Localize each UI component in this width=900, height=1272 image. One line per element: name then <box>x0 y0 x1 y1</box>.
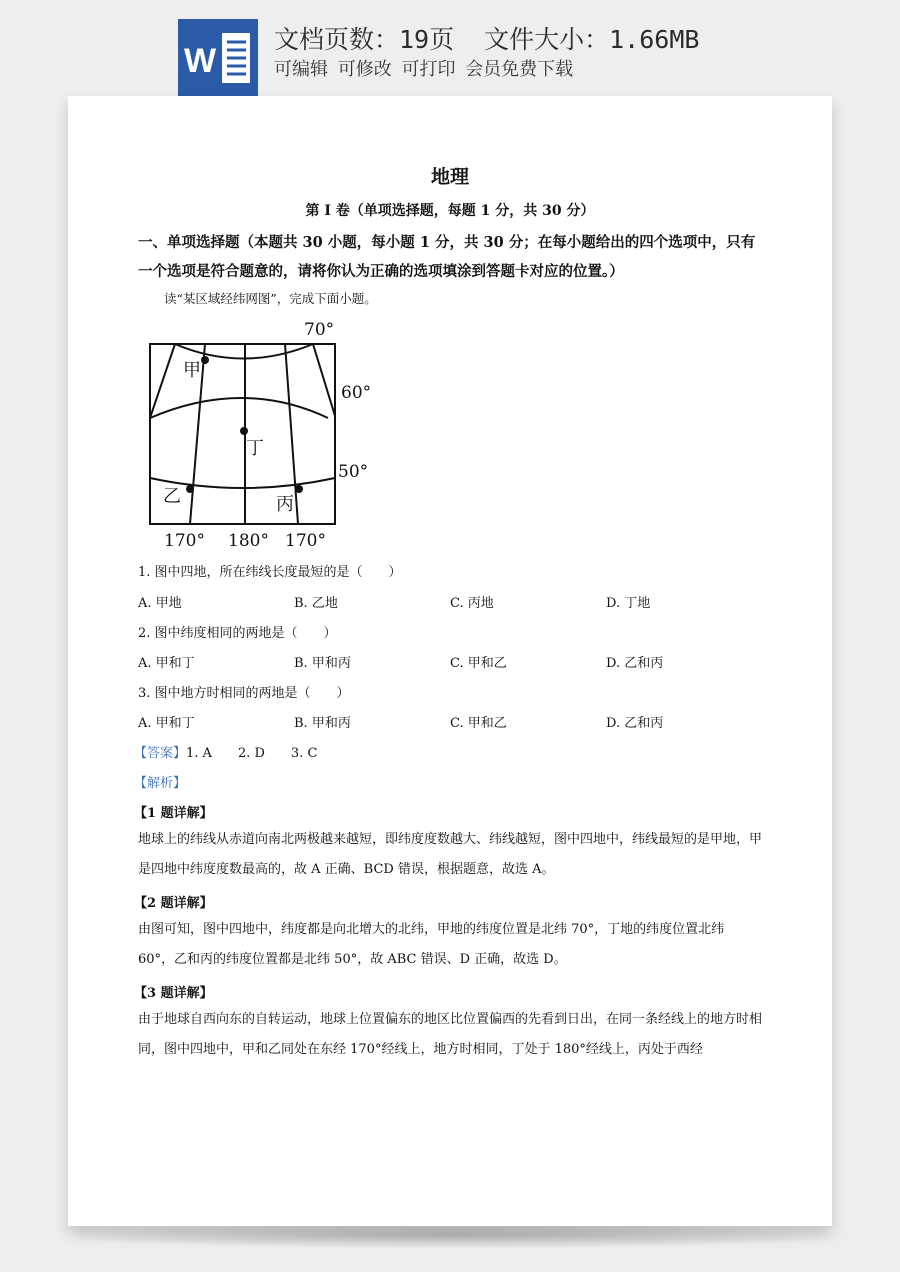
doc-subtitle: 第 I 卷（单项选择题，每题 1 分，共 30 分） <box>305 203 595 219</box>
download-banner <box>0 0 900 96</box>
parallel-60 <box>150 398 328 418</box>
q1-option-b: B. 乙地 <box>294 596 338 611</box>
q3-option-a: A. 甲和丁 <box>138 716 195 731</box>
detail-3-heading: 【3 题详解】 <box>134 986 213 1001</box>
detail-1-heading: 【1 题详解】 <box>134 806 213 821</box>
answer-label: 【答案】 <box>134 746 187 761</box>
question-2: 2. 图中纬度相同的两地是（ ） <box>138 626 337 641</box>
q2-option-b: B. 甲和丙 <box>294 656 351 671</box>
q2-option-d: D. 乙和丙 <box>606 656 664 671</box>
q1-option-a: A. 甲地 <box>138 596 182 611</box>
q3-option-b: B. 甲和丙 <box>294 716 351 731</box>
feature-list: 可编辑 可修改 可打印 会员免费下载 <box>274 59 574 80</box>
lon-label-170w: 170° <box>285 531 326 551</box>
meridian-right-edge <box>313 344 335 416</box>
detail-3-text: 由于地球自西向东的自转运动，地球上位置偏东的地区比位置偏西的先看到日出，在同一条经线上的地方时相同，图中四地中，甲和乙同处在东经 170°经线上，地方时相同，丁处于 180°经线上，丙处于西经 <box>138 1012 763 1057</box>
detail-2-heading: 【2 题详解】 <box>134 896 213 911</box>
question-3: 3. 图中地方时相同的两地是（ ） <box>138 686 350 701</box>
lon-label-170e: 170° <box>164 531 205 551</box>
point-ding <box>240 427 248 435</box>
lat-lon-grid-map <box>138 318 388 553</box>
analysis-label: 【解析】 <box>134 776 187 791</box>
lat-label-50: 50° <box>338 462 369 482</box>
label-yi: 乙 <box>163 486 181 507</box>
lon-label-180: 180° <box>228 531 269 551</box>
lat-label-60: 60° <box>341 383 372 403</box>
doc-title: 地理 <box>430 166 469 188</box>
label-jia: 甲 <box>183 360 201 381</box>
point-jia <box>201 356 209 364</box>
q3-option-c: C. 甲和乙 <box>450 716 507 731</box>
detail-1-text: 地球上的纬线从赤道向南北两极越来越短，即纬度度数越大、纬线越短，图中四地中，纬线最短的是甲地，甲是四地中纬度度数最高的，故 A 正确、BCD 错误，根据题意，故选 A。 <box>138 832 763 877</box>
answer-1: 1. A <box>186 746 212 761</box>
detail-2-text: 由图可知，图中四地中，纬度都是向北增大的北纬，甲地的纬度位置是北纬 70°，丁地的纬度位置北纬 60°，乙和丙的纬度位置都是北纬 50°，故 ABC 错误、D 正确，故选 D。 <box>138 922 725 967</box>
point-yi <box>186 485 194 493</box>
file-info <box>274 20 699 56</box>
q3-option-d: D. 乙和丙 <box>606 716 664 731</box>
word-icon-letter: W <box>184 42 217 80</box>
q1-option-d: D. 丁地 <box>606 596 651 611</box>
q2-option-a: A. 甲和丁 <box>138 656 195 671</box>
answer-2: 2. D <box>237 746 265 761</box>
word-document-icon <box>178 19 258 96</box>
section-heading: 一、单项选择题（本题共 30 小题，每小题 1 分，共 30 分；在每小题给出的四个选项中，只有一个选项是符合题意的，请将你认为正确的选项填涂到答题卡对应的位置。） <box>138 234 756 280</box>
answer-3: 3. C <box>290 746 318 761</box>
q1-option-c: C. 丙地 <box>450 596 494 611</box>
q2-option-c: C. 甲和乙 <box>450 656 507 671</box>
file-size: 文件大小：1.66MB <box>484 25 700 54</box>
answer-line <box>134 742 317 761</box>
document-page <box>68 96 832 1226</box>
label-bing: 丙 <box>276 494 294 515</box>
meridian-left-edge <box>150 344 175 418</box>
question-intro: 读“某区域经纬网图”，完成下面小题。 <box>164 291 377 306</box>
lat-label-70: 70° <box>304 320 335 340</box>
point-bing <box>295 485 303 493</box>
label-ding: 丁 <box>246 438 264 459</box>
question-1: 1. 图中四地，所在纬线长度最短的是（ ） <box>138 565 402 580</box>
page-count: 文档页数：19页 <box>274 25 455 54</box>
